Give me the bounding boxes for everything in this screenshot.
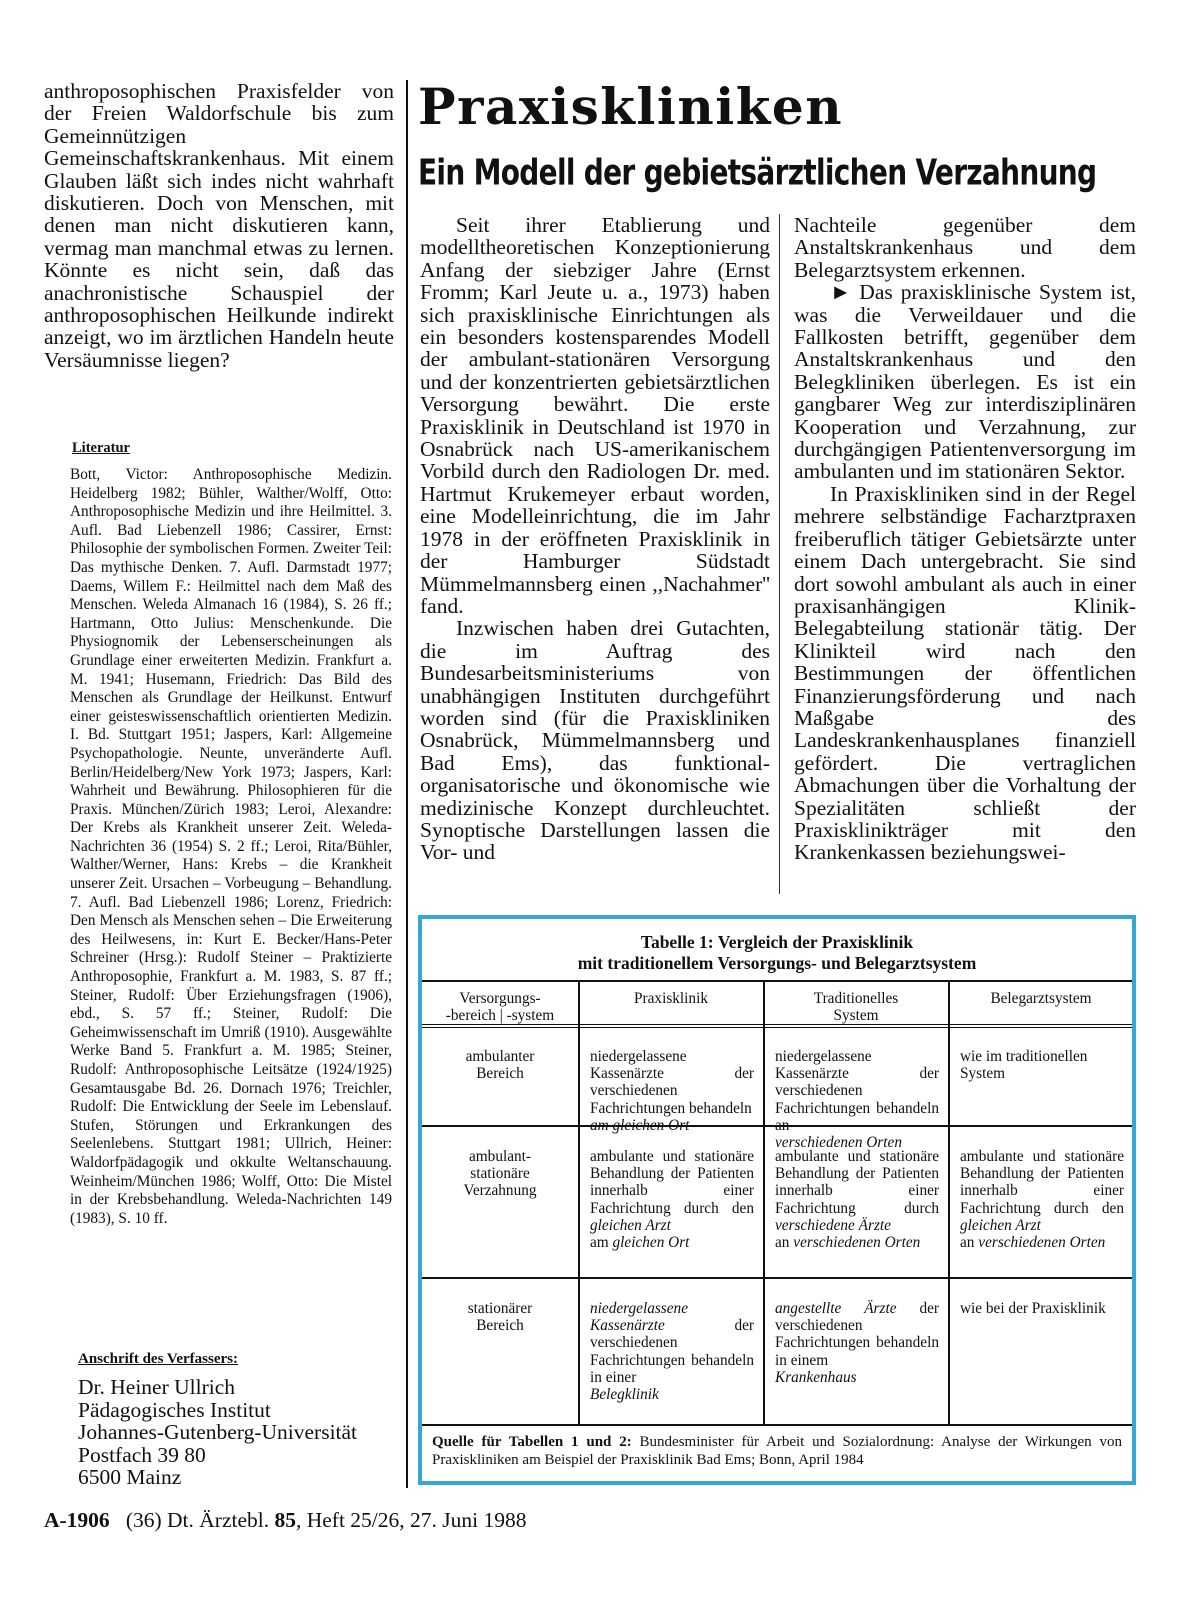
column-divider bbox=[406, 80, 408, 1488]
cell-text: an bbox=[960, 1234, 975, 1252]
cell-text: ambulante und stationäre Behandlung der Patienten innerhalb einer Fachrichtung durch den bbox=[590, 1148, 754, 1217]
address-line: Johannes-Gutenberg-Universität bbox=[78, 1420, 358, 1445]
table-header-cell bbox=[424, 990, 576, 1024]
journal-name: (36) Dt. Ärztebl. bbox=[125, 1508, 270, 1532]
address-line: Postfach 39 80 bbox=[78, 1442, 206, 1467]
author-address bbox=[78, 1376, 357, 1489]
table-source-rule bbox=[422, 1424, 1132, 1426]
cell-text: niedergelassene Kassenärzte der verschiedenen Fachrichtungen behandeln an bbox=[775, 1048, 939, 1134]
table-title-line: mit traditionellem Versorgungs- und Belegarztsystem bbox=[577, 952, 977, 973]
source-label: Quelle für Tabellen 1 und 2: bbox=[432, 1434, 632, 1450]
row-label-text: stationärer bbox=[467, 1300, 533, 1317]
table-header-cell: Belegarztsystem bbox=[990, 990, 1092, 1007]
column-rule bbox=[779, 214, 780, 894]
table-cell: wie im traditionellen System bbox=[960, 1048, 1088, 1083]
literature-heading: Literatur bbox=[72, 440, 130, 456]
paragraph: Nachteile gegenüber dem Anstaltskrankenhaus und dem Belegarztsystem erkennen. bbox=[794, 213, 1136, 282]
cell-text: an bbox=[775, 1234, 790, 1252]
row-label-text: stationäre bbox=[470, 1165, 530, 1183]
paragraph: anthroposophischen Praxisfelder von der Freien Waldorfschule bis zum Gemeinnützigen Gemeinschaftskrankenhaus. Mit einem Glauben läßt sich indes nicht wahrhaft diskutieren. Doch von Menschen, mit denen man nicht diskutieren kann, vermag man manchmal etwas zu lernen. Könnte es nicht sein, daß das anachronistische Schauspiel der anthroposophischen Heilkunde indirekt anzeigt, wo im ärztlichen Handeln heute Versäumnisse liegen? bbox=[44, 79, 394, 372]
table-cell bbox=[775, 1048, 939, 1151]
table-row-rule bbox=[422, 1277, 1132, 1279]
page-number: A-1906 bbox=[44, 1508, 110, 1532]
row-label-text: Bereich bbox=[476, 1065, 524, 1083]
row-label-text: ambulanter bbox=[465, 1048, 535, 1065]
cell-text: der verschiedenen Fachrichtungen behandeln in einem bbox=[775, 1300, 939, 1369]
table-row-label bbox=[424, 1300, 576, 1334]
cell-text: ambulante und stationäre Behandlung der Patienten innerhalb einer Fachrichtung durch bbox=[775, 1148, 939, 1217]
cell-text: ambulante und stationäre Behandlung der Patienten innerhalb einer Fachrichtung durch den bbox=[960, 1148, 1124, 1217]
cell-italic: Belegklinik bbox=[590, 1386, 659, 1404]
table-header-rule bbox=[422, 1024, 1132, 1028]
left-column-text bbox=[44, 80, 394, 371]
table-row-label bbox=[424, 1048, 576, 1082]
literature-list: Bott, Victor: Anthroposophische Medizin. Heidelberg 1982; Bühler, Walther/Wolff, Otto: Anthroposophische Medizin und ihre Heilmittel. 3. Aufl. Bad Liebenzell 1986; Cassirer, Ernst: Philosophie der symbolischen Formen. Zweiter Teil: Das mythische Denken. 7. Aufl. Darmstadt 1977; Daems, Willem F.: Heilmittel nach dem Maß des Menschen. Weleda Almanach 16 (1984), S. 26 ff.; Hartmann, Otto Julius: Menschenkunde. Die Physiognomik der Lebenserscheinungen als Grundlage einer erweiterten Medizin. Frankfurt a. M. 1941; Husemann, Friedrich: Das Bild des Menschen als Grundlage der Heilkunst. Entwurf einer geisteswissenschaftlich orientierten Medizin. I. Bd. Stuttgart 1951; Jaspers, Karl: Allgemeine Psychopathologie. Neunte, unveränderte Aufl. Berlin/Heidelberg/New York 1973; Jaspers, Karl: Wahrheit und Bewährung. Philosophieren für die Praxis. München/Zürich 1983; Leroi, Alexandre: Der Krebs als Krankheit unserer Zeit. Weleda-Nachrichten 36 (1954) S. 2 ff.; Leroi, Rita/Bühler, Walther/Werner, Hans: Krebs – die Krankheit unserer Zeit. Ursachen – Vorbeugung – Behandlung. 7. Aufl. Bad Liebenzell 1986; Lorenz, Friedrich: Den Mensch als Menschen sehen – Die Erweiterung des Heilwesens, in: Kurt E. Becker/Hans-Peter Schreiner (Hrsg.): Rudolf Steiner – Praktizierte Anthroposophie, Frankfurt a. M. 1983, S. 87 ff.; Steiner, Rudolf: Über Erziehungsfragen (1906), ebd., S. 57 ff.; Steiner, Rudolf: Die Geheimwissenschaft im Umriß (1910). Ausgewählte Werke Band 5. Frankfurt a. M. 1985; Steiner, Rudolf: Anthroposophische Leitsätze (1924/1925) Gesamtausgabe Bd. 26. Dornach 1976; Treichler, Rudolf: Die Entwicklung der Seele im Lebenslauf. Stufen, Störungen und Erkrankungen des Seelenlebens. Stuttgart 1981; Ullrich, Heiner: Waldorfpädagogik und okkulte Weltanschauung. Weinheim/München 1986; Wolff, Otto: Die Mistel in der Krebsbehandlung. Weleda-Nachrichten 149 (1983), S. 10 ff. bbox=[70, 466, 392, 1227]
table-col-rule bbox=[578, 980, 580, 1424]
table-cell bbox=[590, 1148, 754, 1251]
table-cell bbox=[590, 1048, 754, 1134]
article-column-b bbox=[794, 214, 1136, 864]
header-text: -bereich | -system bbox=[445, 1007, 555, 1025]
table-header-cell bbox=[767, 990, 945, 1024]
volume-number: 85 bbox=[274, 1508, 296, 1532]
cell-italic: verschiedenen Orten bbox=[978, 1234, 1106, 1252]
cell-italic: verschiedenen Orten bbox=[775, 1134, 902, 1152]
header-text: System bbox=[833, 1007, 879, 1025]
cell-italic: gleichen Arzt bbox=[590, 1216, 671, 1234]
row-label-text: Bereich bbox=[476, 1317, 524, 1335]
row-label-text: Verzahnung bbox=[463, 1182, 537, 1200]
table-cell bbox=[775, 1300, 939, 1386]
cell-text: am bbox=[590, 1234, 609, 1252]
cell-text: der verschiedenen Fachrichtungen behandeln in einer bbox=[590, 1317, 754, 1386]
article-title: Praxiskliniken bbox=[418, 77, 844, 136]
table-title bbox=[418, 932, 1136, 973]
cell-text: niedergelassene Kassenärzte der verschiedenen Fachrichtungen behandeln bbox=[590, 1048, 754, 1117]
table-row-label bbox=[424, 1148, 576, 1200]
table-cell bbox=[775, 1148, 939, 1251]
source-text: Bundesminister für Arbeit und Sozialordnung: Analyse der Wirkungen von Praxiskliniken am Beispiel der Praxisklinik Bad Ems; Bonn, April 1984 bbox=[432, 1434, 1123, 1468]
article-subtitle: Ein Modell der gebietsärztlichen Verzahnung bbox=[418, 151, 1097, 194]
cell-italic: niedergelassene Kassenärzte bbox=[590, 1300, 688, 1335]
table-rule bbox=[422, 980, 1132, 982]
paragraph: Seit ihrer Etablierung und modelltheoretischen Konzeptionierung Anfang der siebziger Jahre (Ernst Fromm; Karl Jeute u. a., 1973) haben sich praxisklinische Einrichtungen als ein besonders kostensparendes Modell der ambulant-stationären Versorgung und der konzentrierten gebietsärztlichen Versorgung bewährt. Die erste Praxisklinik in Deutschland ist 1970 in Osnabrück nach US-amerikanischem Vorbild durch den Radiologen Dr. med. Hartmut Krukemeyer erbaut worden, eine Modelleinrichtung, die im Jahr 1978 in der eröffneten Praxisklinik in der Hamburger Südstadt Mümmelmannsberg einen ,,Nachahmer'' fand. bbox=[420, 213, 770, 618]
address-line: 6500 Mainz bbox=[78, 1465, 182, 1490]
cell-italic: angestellte Ärzte bbox=[775, 1300, 897, 1317]
cell-italic: gleichen Arzt bbox=[960, 1216, 1041, 1234]
table-header-cell: Praxisklinik bbox=[634, 990, 708, 1007]
cell-italic: verschiedenen Orten bbox=[793, 1234, 921, 1252]
paragraph: In Praxiskliniken sind in der Regel mehrere selbständige Facharztpraxen freiberuflich tätiger Gebietsärzte unter einem Dach untergebracht. Sie sind dort sowohl ambulant als auch in einer praxisanhängigen Klinik-Belegabteilung stationär tätig. Der Klinikteil wird nach den Bestimmungen der öffentlichen Finanzierungsförderung und nach Maßgabe des Landeskrankenhausplanes finanziell gefördert. Die vertraglichen Abmachungen über die Vorhaltung der Spezialitäten schließt der Praxisklinikträger mit den Krankenkassen beziehungswei- bbox=[794, 481, 1136, 865]
cell-italic: am gleichen Ort bbox=[590, 1116, 690, 1134]
table-cell bbox=[960, 1148, 1124, 1251]
article-column-a bbox=[420, 214, 770, 864]
issue-date: , Heft 25/26, 27. Juni 1988 bbox=[295, 1508, 527, 1532]
paragraph: Inzwischen haben drei Gutachten, die im Auftrag des Bundesarbeitsministeriums von unabhängigen Instituten durchgeführt worden sind (für die Praxiskliniken Osnabrück, Mümmelmannsberg und Bad Ems), das funktional-organisatorische und ökonomische wie medizinische Konzept durchleuchtet. Synoptische Darstellungen lassen die Vor- und bbox=[420, 616, 770, 865]
page-footer bbox=[44, 1508, 527, 1533]
table-source-note bbox=[432, 1434, 1122, 1469]
cell-italic: verschiedene Ärzte bbox=[775, 1216, 891, 1234]
address-heading: Anschrift des Verfassers: bbox=[78, 1351, 238, 1367]
paragraph: ► Das praxisklinische System ist, was die Verweildauer und die Fallkosten betrifft, gegenüber dem Anstaltskrankenhaus und den Belegkliniken überlegen. Es ist ein gangbarer Weg zur interdisziplinären Kooperation und Verzahnung, zur durchgängigen Patientenversorgung im ambulanten und im stationären Sektor. bbox=[794, 280, 1136, 484]
address-line: Dr. Heiner Ullrich bbox=[78, 1375, 236, 1399]
address-line: Pädagogisches Institut bbox=[78, 1397, 271, 1422]
table-cell bbox=[590, 1300, 754, 1403]
table-col-rule bbox=[948, 980, 950, 1424]
cell-italic: Krankenhaus bbox=[775, 1368, 857, 1386]
row-label-text: ambulant- bbox=[468, 1148, 532, 1165]
table-col-rule bbox=[763, 980, 765, 1424]
header-text: Traditionelles bbox=[813, 990, 899, 1007]
header-text: Versorgungs- bbox=[459, 990, 541, 1007]
cell-italic: gleichen Ort bbox=[612, 1234, 690, 1252]
table-cell: wie bei der Praxisklinik bbox=[960, 1300, 1106, 1317]
table-title-line: Tabelle 1: Vergleich der Praxisklinik bbox=[640, 932, 914, 952]
